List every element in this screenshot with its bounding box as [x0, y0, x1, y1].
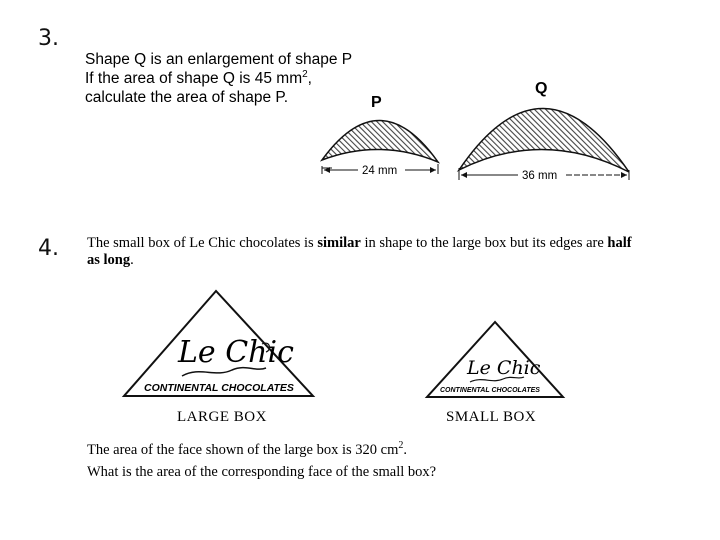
large-box-caption: LARGE BOX	[177, 409, 267, 425]
large-box-brand: Le Chic	[178, 335, 294, 370]
small-box-caption: SMALL BOX	[446, 409, 537, 425]
q4-area-text: The area of the face shown of the large box is 320 cm	[87, 442, 399, 458]
small-box-brand: Le Chic	[467, 357, 541, 379]
small-box-subtitle: CONTINENTAL CHOCOLATES	[440, 387, 540, 394]
question-4-footer	[87, 439, 647, 483]
q4-question: What is the area of the corresponding face of the small box?	[87, 464, 437, 480]
q4-area-period: .	[403, 442, 407, 458]
question-3-number: 3.	[38, 26, 59, 51]
dim-q-arrow-left	[461, 172, 467, 178]
q3-line-1: Shape Q is an enlargement of shape P	[85, 51, 353, 68]
shape-p	[322, 120, 438, 162]
q4-intro-part-1: The small box of Le Chic chocolates is	[87, 235, 318, 251]
q4-intro-period: .	[130, 252, 134, 268]
question-4-number: 4.	[38, 236, 59, 261]
shape-q-label: Q	[535, 80, 548, 97]
q3-line-2-comma: ,	[307, 70, 312, 87]
dim-q-arrow-right	[621, 172, 627, 178]
q4-intro-half-as-long: half as long	[87, 235, 632, 268]
large-box-subtitle: CONTINENTAL CHOCOLATES	[144, 382, 294, 394]
shape-p-width: 24 mm	[362, 165, 398, 177]
question-4-intro	[87, 235, 647, 269]
q3-line-3: calculate the area of shape P.	[85, 89, 289, 106]
q4-area-squared: 2	[398, 440, 404, 451]
small-box	[427, 322, 563, 425]
q4-area-statement	[87, 439, 647, 461]
shape-p-label: P	[371, 94, 382, 111]
shape-q-width: 36 mm	[522, 170, 558, 182]
shape-q	[459, 108, 629, 172]
dim-p-arrow-right	[430, 167, 436, 173]
q3-line-2-text: If the area of shape Q is 45 mm	[85, 70, 303, 87]
q3-squared: 2	[302, 69, 308, 80]
q4-intro-similar: similar	[317, 235, 361, 251]
large-box	[124, 291, 313, 425]
q4-intro-part-2: in shape to the large box but its edges are	[360, 235, 608, 251]
